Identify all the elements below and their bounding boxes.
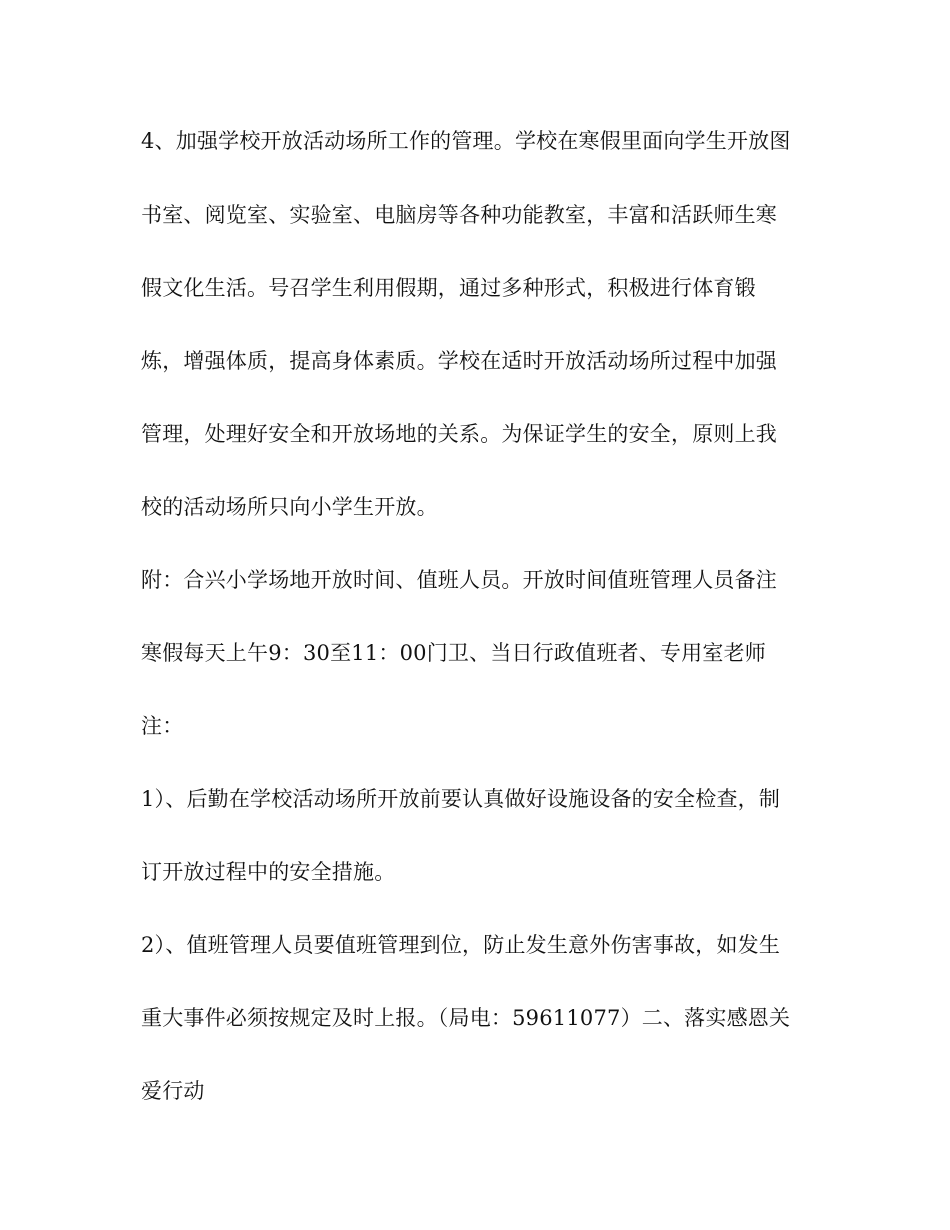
paragraph-line: 书室、阅览室、实验室、电脑房等各种功能教室，丰富和活跃师生寒	[141, 203, 777, 227]
paragraph-line: 1）、后勤在学校活动场所开放前要认真做好设施设备的安全检查，制	[141, 787, 781, 811]
paragraph-line: 重大事件必须按规定及时上报。（局电：59611077）二、落实感恩关	[141, 1006, 791, 1030]
paragraph-line: 2）、值班管理人员要值班管理到位，防止发生意外伤害事故，如发生	[141, 933, 781, 957]
paragraph-line: 寒假每天上午9：30至11：00门卫、当日行政值班者、专用室老师	[141, 641, 766, 665]
paragraph-line: 爱行动	[141, 1079, 205, 1103]
paragraph-line: 订开放过程中的安全措施。	[141, 860, 396, 884]
paragraph-line: 4、加强学校开放活动场所工作的管理。学校在寒假里面向学生开放图	[141, 129, 791, 153]
paragraph-line: 附：合兴小学场地开放时间、值班人员。开放时间值班管理人员备注	[141, 568, 777, 592]
paragraph-line: 炼，增强体质，提高身体素质。学校在适时开放活动场所过程中加强	[141, 349, 777, 373]
paragraph-line: 管理，处理好安全和开放场地的关系。为保证学生的安全，原则上我	[141, 422, 777, 446]
paragraph-line: 注：	[141, 714, 184, 738]
paragraph-line: 假文化生活。号召学生利用假期，通过多种形式，积极进行体育锻	[141, 276, 756, 300]
paragraph-line: 校的活动场所只向小学生开放。	[141, 495, 438, 519]
